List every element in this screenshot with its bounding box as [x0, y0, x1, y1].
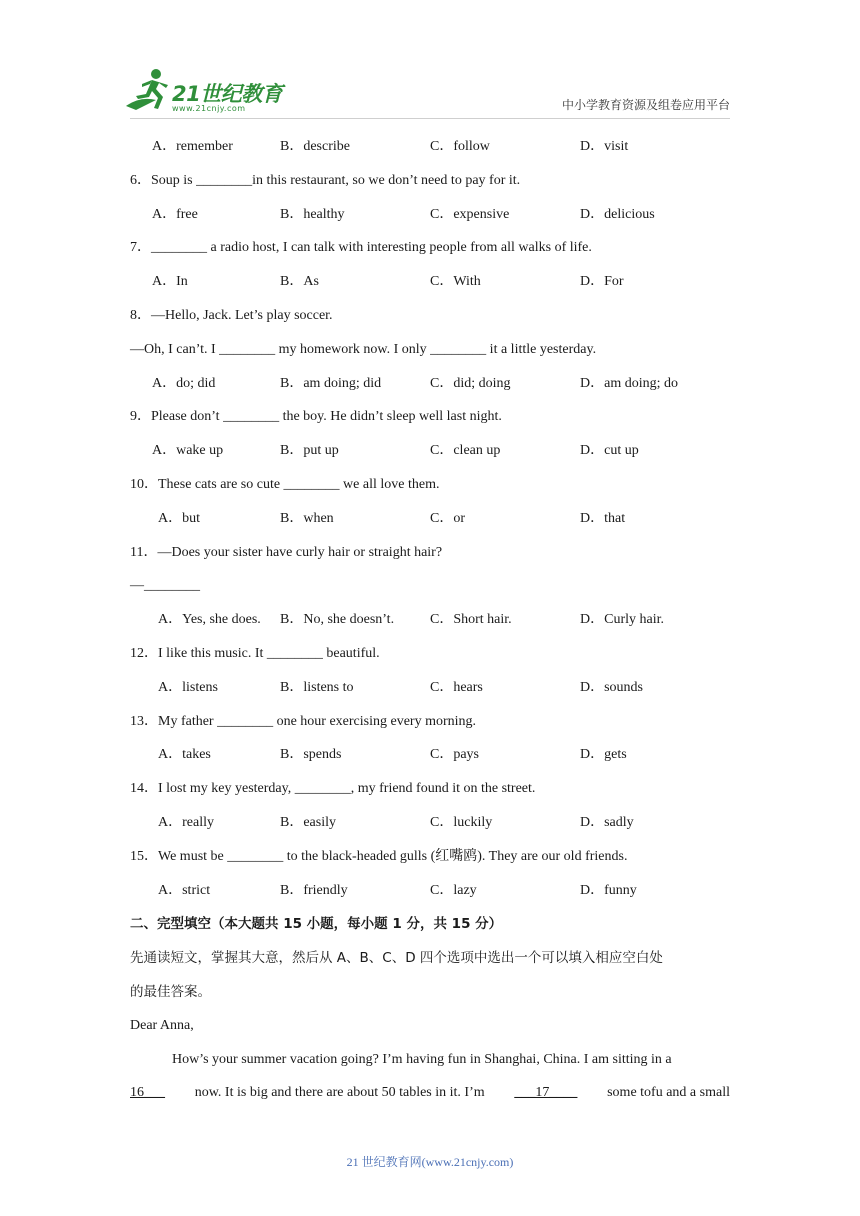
option-a: A．wake up	[152, 443, 224, 459]
option-d: D．delicious	[580, 206, 655, 222]
letter-text: some tofu and a small	[607, 1085, 730, 1101]
section-2-instruction: 先通读短文，掌握其大意，然后从 A、B、C、D 四个选项中选出一个可以填入相应空白处	[130, 950, 663, 967]
option-d: D．am doing; do	[580, 375, 678, 391]
letter-greeting: Dear Anna,	[130, 1017, 194, 1033]
question-11-reply: —________	[130, 578, 200, 594]
q10-options	[130, 506, 730, 540]
section-2-title: 二、完型填空（本大题共 15 小题，每小题 1 分，共 15 分）	[130, 916, 503, 933]
option-a: A．takes	[158, 747, 211, 763]
option-a: A．listens	[158, 679, 218, 695]
option-d: D．sadly	[580, 814, 634, 830]
question-9: 9．Please don’t ________ the boy. He didn’t sleep well last night.	[130, 409, 502, 425]
question-11: 11．—Does your sister have curly hair or straight hair?	[130, 544, 443, 560]
option-d: D．Curly hair.	[580, 612, 664, 628]
option-a: A．free	[152, 206, 198, 222]
letter-text: now. It is big and there are about 50 tables in it. I’m	[194, 1085, 485, 1101]
option-b: B．healthy	[280, 206, 345, 222]
q13-options	[130, 742, 730, 776]
option-c: C．hears	[430, 679, 483, 695]
question-14: 14．I lost my key yesterday, ________, my friend found it on the street.	[130, 781, 536, 797]
header-divider	[130, 118, 730, 119]
option-c: C．Short hair.	[430, 612, 512, 628]
option-d: D．gets	[580, 747, 627, 763]
question-10: 10．These cats are so cute ________ we all love them.	[130, 476, 440, 492]
option-c: C．luckily	[430, 814, 493, 830]
option-a: A．but	[158, 510, 200, 526]
q12-options	[130, 675, 730, 709]
q15-options	[130, 878, 730, 912]
page-header	[0, 0, 860, 125]
option-b: B．easily	[280, 814, 336, 830]
question-15: 15．We must be ________ to the black-headed gulls (红嘴鸥). They are our old friends.	[130, 848, 628, 864]
option-b: B．listens to	[280, 679, 354, 695]
platform-title: 中小学教育资源及组卷应用平台	[561, 98, 730, 112]
option-d: D．funny	[580, 882, 637, 898]
option-c: C．pays	[430, 747, 479, 763]
q6-options	[130, 202, 730, 236]
option-d: D．For	[580, 274, 624, 290]
question-8-reply: —Oh, I can’t. I ________ my homework now. I only ________ it a little yesterday.	[130, 341, 597, 357]
q8-options	[130, 371, 730, 405]
section-2-instruction-cont: 的最佳答案。	[130, 983, 211, 1000]
option-d: D．visit	[580, 139, 629, 154]
q11-options	[130, 607, 730, 641]
option-b: B．am doing; did	[280, 375, 382, 391]
option-b: B．No, she doesn’t.	[280, 612, 395, 628]
blank-17: ___17____	[514, 1085, 578, 1101]
option-c: C．lazy	[430, 882, 477, 898]
option-b: B．As	[280, 274, 319, 290]
option-c: C．clean up	[430, 443, 501, 459]
logo-url: www.21cnjy.com	[172, 104, 246, 113]
question-6: 6．Soup is ________in this restaurant, so we don’t need to pay for it.	[130, 172, 521, 188]
logo-text: 21世纪教育	[172, 82, 283, 106]
q14-options	[130, 810, 730, 844]
question-12: 12．I like this music. It ________ beautiful.	[130, 645, 380, 661]
question-13: 13．My father ________ one hour exercising every morning.	[130, 713, 477, 729]
page-content	[130, 134, 730, 1114]
page-footer: 21 世纪教育网(www.21cnjy.com)	[346, 1155, 514, 1169]
question-8: 8．—Hello, Jack. Let’s play soccer.	[130, 307, 333, 323]
option-c: C．or	[430, 510, 465, 526]
option-a: A．remember	[152, 139, 233, 154]
question-7: 7．________ a radio host, I can talk with interesting people from all walks of life.	[130, 240, 592, 256]
q9-options	[130, 438, 730, 472]
option-c: C．expensive	[430, 206, 510, 222]
option-b: B．spends	[280, 747, 342, 763]
option-b: B．put up	[280, 443, 339, 459]
runner-logo-icon	[122, 66, 174, 114]
option-b: B．friendly	[280, 882, 348, 898]
option-a: A．really	[158, 814, 214, 830]
option-d: D．sounds	[580, 679, 644, 695]
option-c: C．did; doing	[430, 375, 511, 391]
q7-options	[130, 269, 730, 303]
letter-paragraph-cont	[130, 1080, 730, 1114]
option-a: A．In	[152, 274, 188, 290]
q5-options	[130, 134, 730, 168]
option-b: B．when	[280, 510, 334, 526]
option-a: A．Yes, she does.	[158, 612, 261, 628]
letter-paragraph: How’s your summer vacation going? I’m having fun in Shanghai, China. I am sitting in a	[172, 1051, 672, 1067]
option-d: D．that	[580, 510, 626, 526]
logo	[122, 66, 292, 122]
option-d: D．cut up	[580, 443, 639, 459]
option-c: C．follow	[430, 139, 490, 154]
option-a: A．strict	[158, 882, 211, 898]
blank-16: 16___	[130, 1085, 165, 1101]
option-c: C．With	[430, 274, 481, 290]
option-a: A．do; did	[152, 375, 216, 391]
option-b: B．describe	[280, 139, 350, 154]
